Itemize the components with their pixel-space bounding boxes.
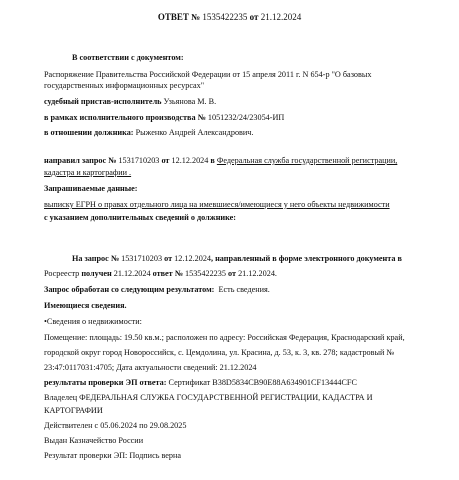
- document-heading: В соответствии с документом:: [72, 53, 184, 62]
- title-prefix: ОТВЕТ №: [157, 12, 201, 22]
- response-line2-date: 21.12.2024: [113, 269, 151, 278]
- info-heading: Имеющиеся сведения.: [44, 301, 127, 310]
- response-line2-num: 1535422235: [185, 269, 226, 278]
- request-label: направил запрос №: [44, 156, 117, 165]
- bailiff-label: судебный пристав-исполнитель: [44, 97, 162, 106]
- premises-line-1: Помещение: площадь: 19.50 кв.м.; расположен по адресу: Российская Федерация, Краснодарский край,: [44, 333, 405, 342]
- request-date: 12.12.2024: [171, 156, 209, 165]
- response-line1-a: На запрос №: [72, 254, 120, 263]
- request-org-line-2[interactable]: кадастра и картографии .: [44, 168, 132, 177]
- case-line: [44, 112, 284, 123]
- document-title: [0, 12, 459, 23]
- debtor-label: в отношении должника:: [44, 128, 134, 137]
- response-line2-date2: 21.12.2024.: [238, 269, 277, 278]
- requested-heading: Запрашиваемые данные:: [44, 184, 138, 193]
- response-line1-b: от: [164, 254, 173, 263]
- requested-item[interactable]: выписку ЕГРН о правах отдельного лица на имевшиеся/имеющиеся у него объекты недвижимости: [44, 200, 390, 209]
- regulation-line-2: государственных информационных ресурсах": [44, 81, 205, 90]
- regulation-line-1: Распоряжение Правительства Российской Федерации от 15 апреля 2011 г. N 654-р "О базовых: [44, 70, 372, 79]
- response-line2-d: от: [228, 269, 237, 278]
- debtor-name: Рыженко Андрей Александрович.: [135, 128, 254, 137]
- ep-check-result: Результат проверки ЭП: Подпись верна: [44, 451, 182, 460]
- case-label: в рамках исполнительного производства №: [44, 113, 206, 122]
- result-value: Есть сведения.: [218, 285, 270, 294]
- title-date: 21.12.2024: [260, 12, 302, 22]
- debtor-line: [44, 127, 253, 138]
- response-line1-c: , направленный в форме электронного документа в: [211, 254, 402, 263]
- result-line: [44, 284, 270, 295]
- ep-owner-line-1: Владелец ФЕДЕРАЛЬНАЯ СЛУЖБА ГОСУДАРСТВЕННОЙ РЕГИСТРАЦИИ, КАДАСТРА И: [44, 393, 373, 402]
- ep-certificate: Сертификат В38D5834CB90E88A634901CF13444CFC: [168, 378, 357, 387]
- request-number: 1531710203: [118, 156, 160, 165]
- response-line1-num: 1531710203: [121, 254, 163, 263]
- response-line-2: [44, 268, 277, 279]
- requested-extra: с указанием дополнительных сведений о должнике:: [44, 213, 236, 222]
- request-in-label: в: [210, 156, 215, 165]
- request-org-line-1[interactable]: Федеральная служба государственной регистрации,: [216, 156, 398, 165]
- result-label: Запрос обработан со следующим результатом:: [44, 285, 215, 294]
- ep-line: [44, 377, 357, 388]
- bailiff-name: Узьянова М. В.: [163, 97, 217, 106]
- bailiff-line: [44, 96, 216, 107]
- realty-bullet: •Сведения о недвижимости:: [44, 317, 142, 326]
- ep-owner-line-2: КАРТОГРАФИИ: [44, 406, 103, 415]
- case-number: 1051232/24/23054-ИП: [207, 113, 285, 122]
- ep-issuer: Выдан Казначейство России: [44, 436, 144, 445]
- premises-line-2: городской округ город Новороссийск, с. Цемдолина, ул. Красина, д. 53, к. 3, кв. 278; кадастровый №: [44, 348, 395, 357]
- ep-validity: Действителен с 05.06.2024 по 29.08.2025: [44, 421, 187, 430]
- request-from-label: от: [161, 156, 170, 165]
- ep-label: результаты проверки ЭП ответа:: [44, 378, 167, 387]
- response-line2-b: получен: [81, 269, 112, 278]
- response-line2-a: Росреестр: [44, 269, 80, 278]
- request-line: [44, 155, 397, 166]
- title-number: 1535422235: [202, 12, 248, 22]
- title-mid: от: [249, 12, 259, 22]
- response-line-1: [72, 253, 402, 264]
- response-line2-c: ответ №: [152, 269, 183, 278]
- premises-line-3: 23:47:0117031:4705; Дата актуальности сведений: 21.12.2024: [44, 363, 257, 372]
- response-line1-date: 12.12.2024: [174, 254, 211, 263]
